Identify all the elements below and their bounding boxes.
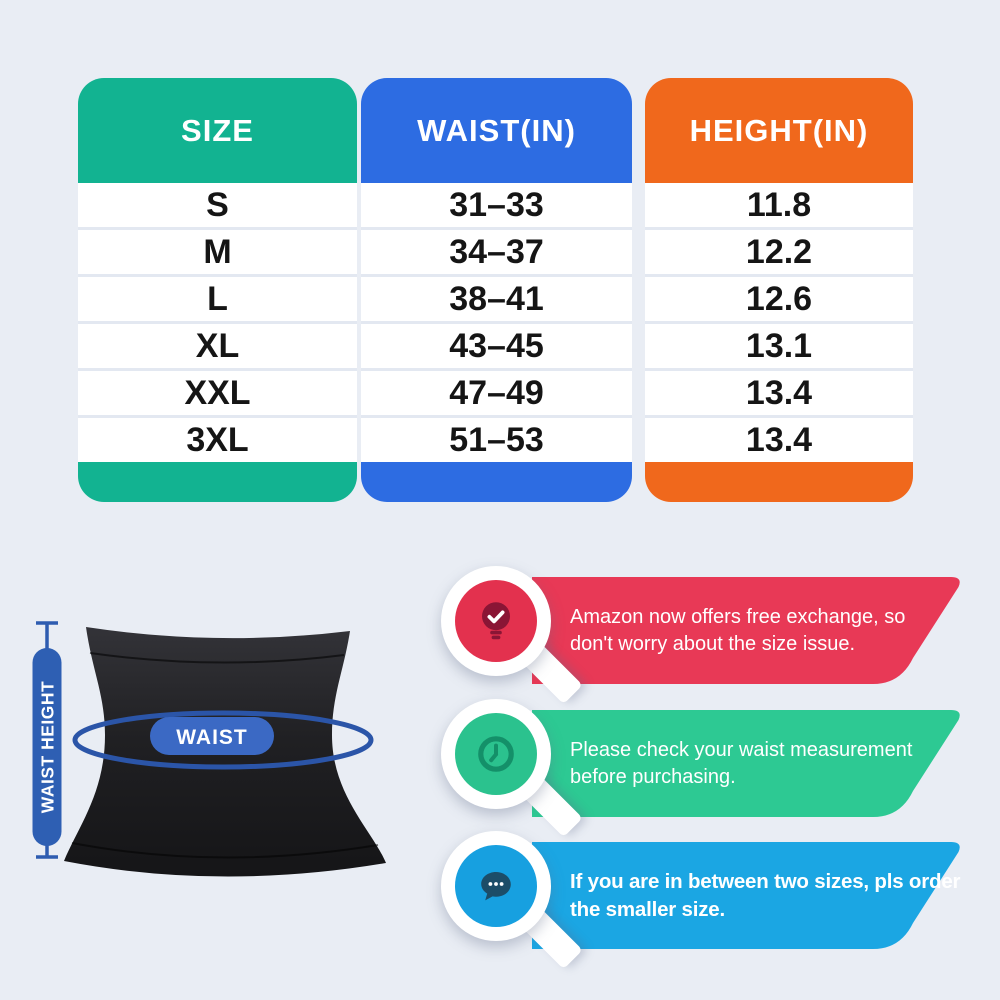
callout-text bbox=[570, 842, 960, 949]
waist-height-label: WAIST HEIGHT bbox=[37, 680, 58, 814]
column-header-waist: WAIST(IN) bbox=[361, 78, 632, 183]
callout-banner bbox=[532, 842, 964, 949]
column-body-waist bbox=[361, 183, 632, 462]
callout-line1: Please check your waist measurement bbox=[570, 738, 913, 761]
column-header-height: HEIGHT(IN) bbox=[645, 78, 913, 183]
height-cell: 13.4 bbox=[745, 420, 813, 459]
waist-cell: 51–53 bbox=[449, 420, 544, 459]
callout-text bbox=[570, 710, 912, 817]
waist-trainer-graphic bbox=[20, 595, 440, 885]
height-cell: 12.6 bbox=[645, 277, 913, 324]
size-cell: 3XL bbox=[186, 420, 249, 459]
icon-circle bbox=[455, 845, 537, 927]
column-header-size: SIZE bbox=[78, 78, 357, 183]
callout-line2: the smaller size. bbox=[570, 897, 725, 921]
callout-banner bbox=[532, 577, 964, 684]
height-cell: 11.8 bbox=[645, 183, 913, 230]
product-measurement-diagram bbox=[20, 595, 440, 885]
callout-line1: Amazon now offers free exchange, so bbox=[570, 605, 906, 628]
waist-cell: 47–49 bbox=[361, 371, 632, 418]
callout-line2: don't worry about the size issue. bbox=[570, 632, 856, 655]
size-cell: M bbox=[78, 230, 357, 277]
waist-cell: 34–37 bbox=[361, 230, 632, 277]
clock-icon bbox=[472, 730, 520, 778]
table-column-size bbox=[78, 78, 357, 502]
height-cell: 13.1 bbox=[645, 324, 913, 371]
callout-line2: before purchasing. bbox=[570, 765, 736, 788]
size-cell: XL bbox=[78, 324, 357, 371]
size-cell: L bbox=[78, 277, 357, 324]
column-body-height bbox=[645, 183, 913, 462]
lightbulb-check-icon bbox=[472, 597, 520, 645]
column-footer-size bbox=[78, 462, 357, 502]
chat-icon bbox=[472, 862, 520, 910]
waist-cell: 31–33 bbox=[361, 183, 632, 230]
column-footer-waist bbox=[361, 462, 632, 502]
callout-text bbox=[570, 577, 905, 684]
column-footer-height bbox=[645, 462, 913, 502]
icon-circle bbox=[455, 580, 537, 662]
waist-label: WAIST bbox=[176, 726, 248, 749]
callout-free-exchange bbox=[441, 566, 965, 688]
table-column-waist bbox=[361, 78, 632, 502]
callout-check-measurement bbox=[441, 699, 965, 821]
waist-cell: 43–45 bbox=[361, 324, 632, 371]
height-cell: 12.2 bbox=[645, 230, 913, 277]
column-body-size bbox=[78, 183, 357, 462]
size-cell: S bbox=[78, 183, 357, 230]
table-column-height bbox=[645, 78, 913, 502]
waist-cell: 38–41 bbox=[361, 277, 632, 324]
size-cell: XXL bbox=[78, 371, 357, 418]
callout-banner bbox=[532, 710, 964, 817]
icon-circle bbox=[455, 713, 537, 795]
callout-between-sizes bbox=[441, 831, 965, 953]
callout-line1: If you are in between two sizes, pls order bbox=[570, 869, 961, 893]
height-cell: 13.4 bbox=[645, 371, 913, 418]
